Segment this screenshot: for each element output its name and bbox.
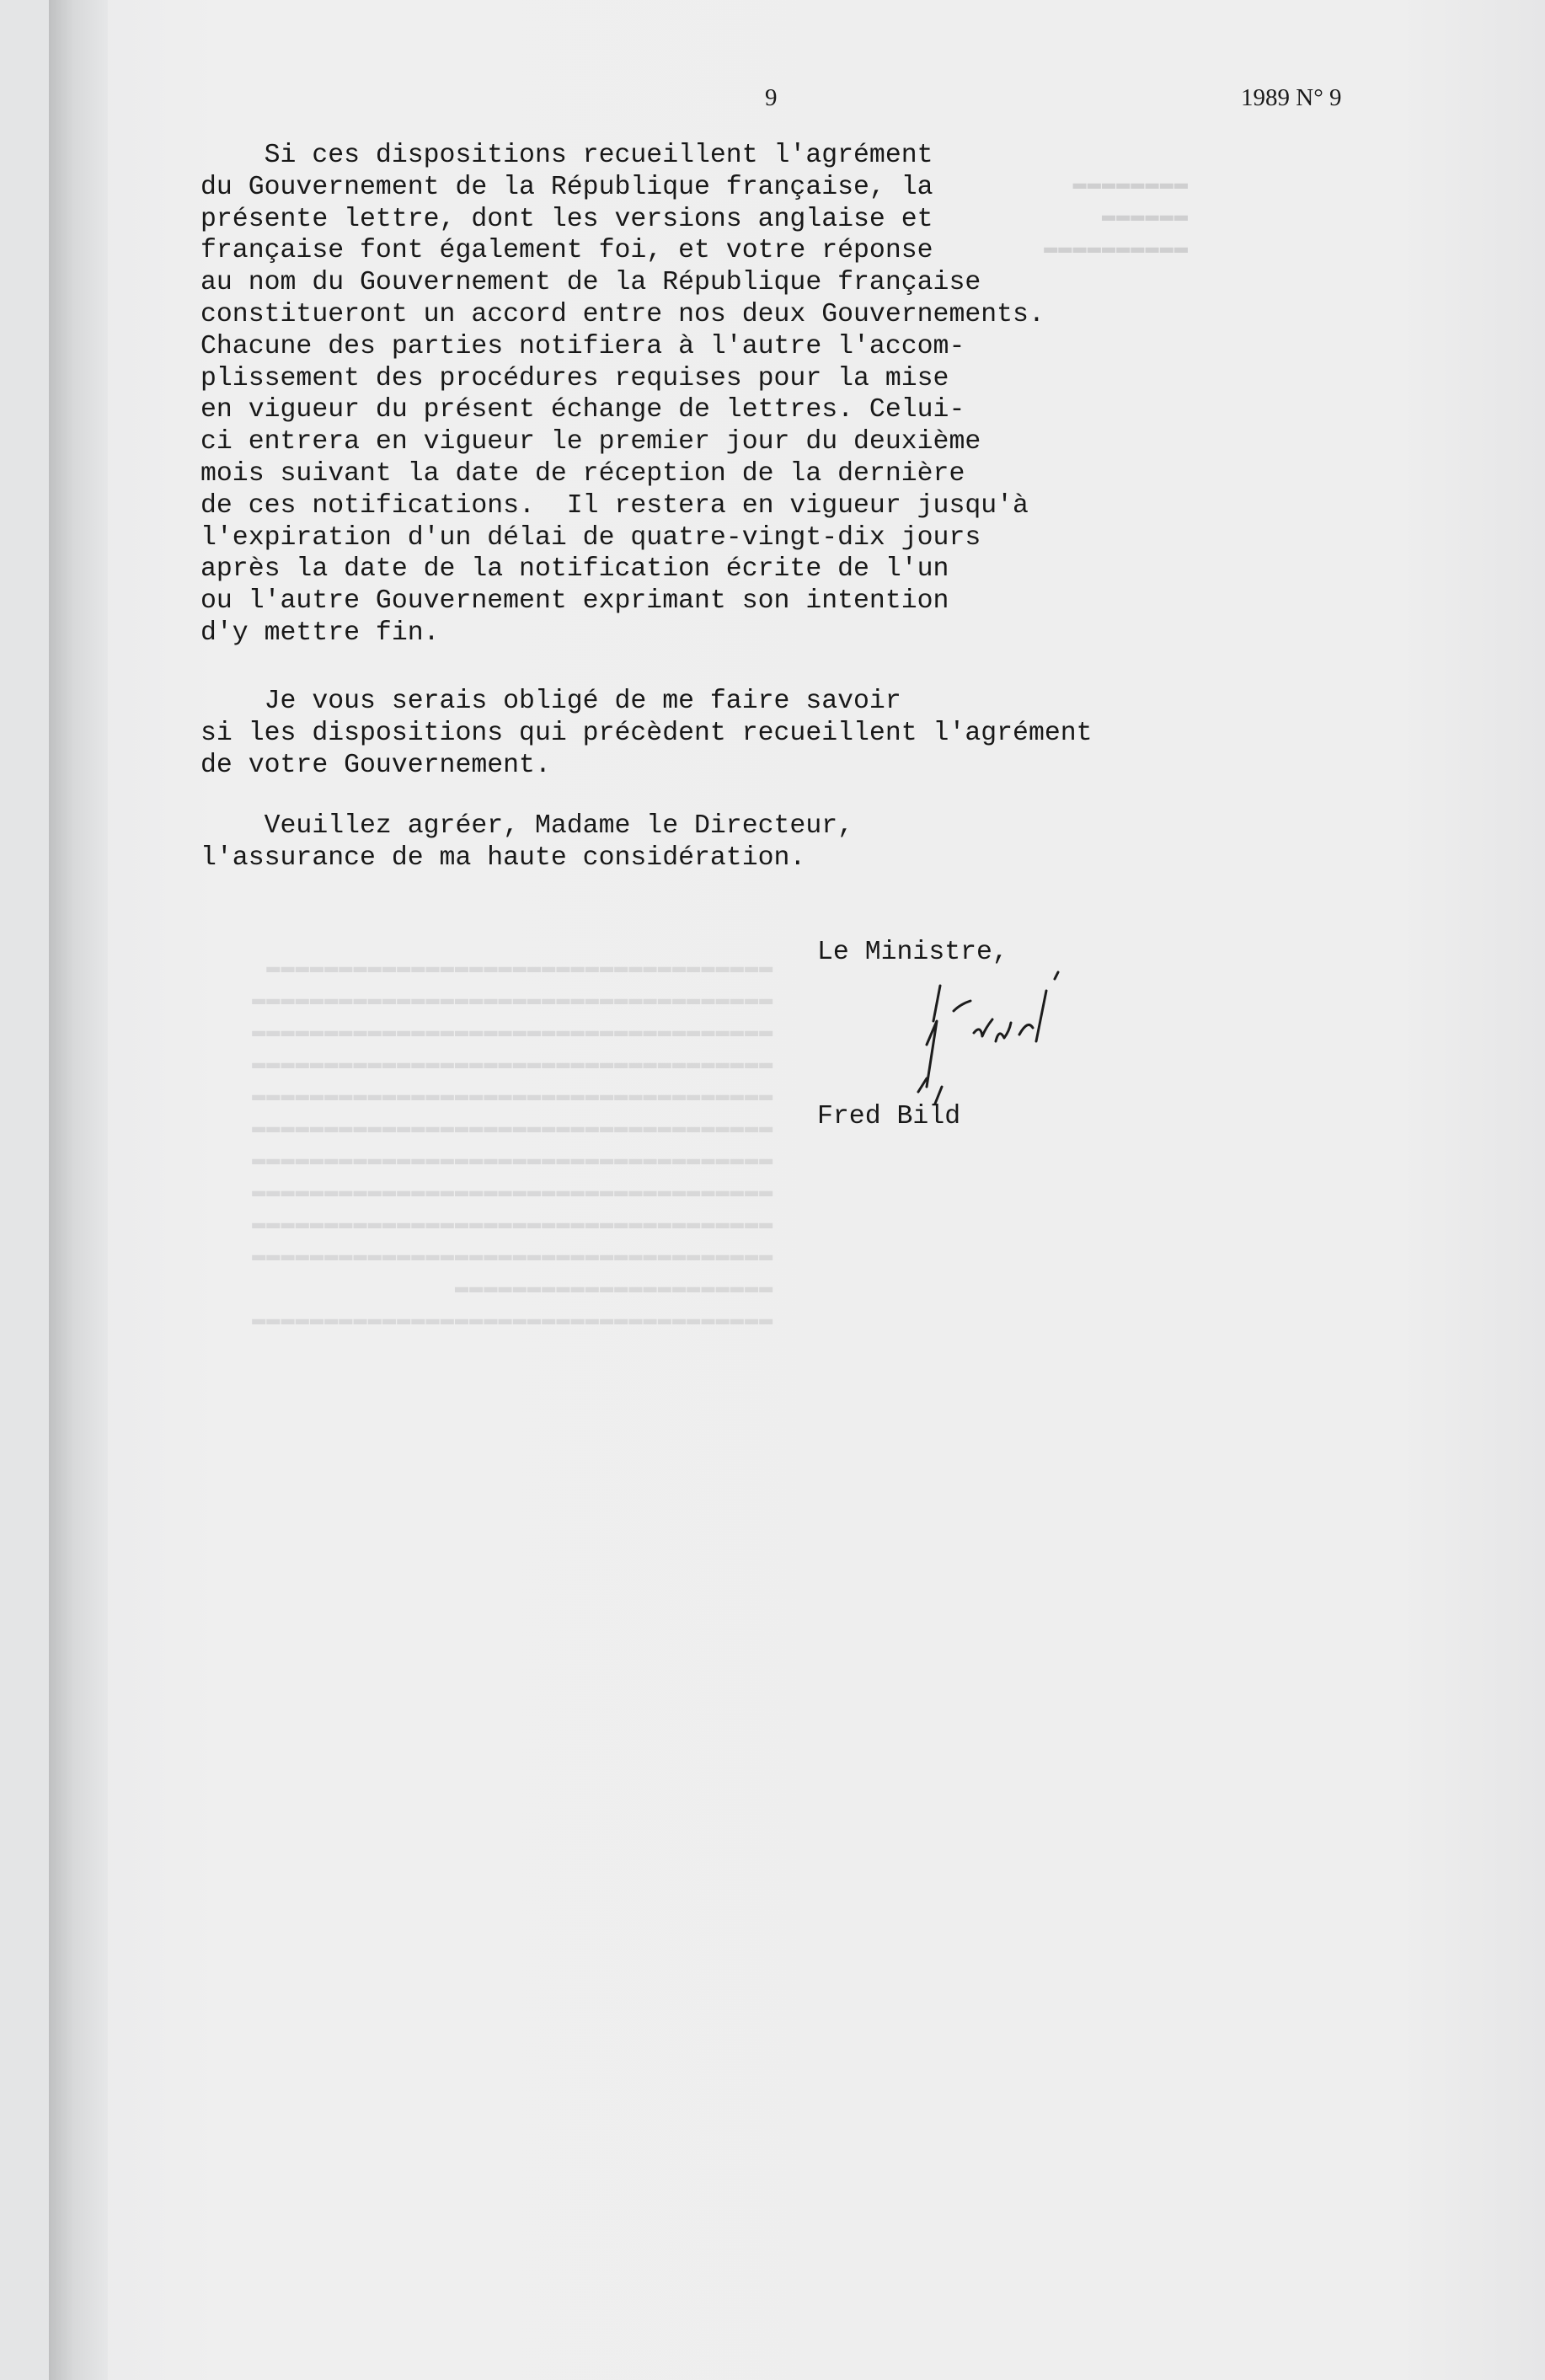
binding-shadow [49,0,108,2380]
bleed-through-texture-2: ▬▬▬▬▬▬▬▬▬▬▬▬▬▬▬▬▬▬▬▬▬▬▬▬▬▬▬▬▬▬▬▬▬▬▬ ▬▬▬▬▬▬▬▬▬▬▬▬▬▬▬▬▬▬▬▬▬▬▬▬▬▬▬▬▬▬▬▬▬▬▬▬ ▬▬▬▬▬▬▬▬▬▬▬▬▬▬▬▬▬▬▬▬▬▬▬▬▬▬▬▬▬▬▬▬▬▬▬▬ ▬▬▬▬▬▬▬▬▬▬▬▬▬▬▬▬▬▬▬▬▬▬▬▬▬▬▬▬▬▬▬▬▬▬▬▬ ▬▬▬▬▬▬▬▬▬▬▬▬▬▬▬▬▬▬▬▬▬▬▬▬▬▬▬▬▬▬▬▬▬▬▬▬ ▬▬▬▬▬▬▬▬▬▬▬▬▬▬▬▬▬▬▬▬▬▬▬▬▬▬▬▬▬▬▬▬▬▬▬▬ ▬▬▬▬▬▬▬▬▬▬▬▬▬▬▬▬▬▬▬▬▬▬▬▬▬▬▬▬▬▬▬▬▬▬▬▬ ▬▬▬▬▬▬▬▬▬▬▬▬▬▬▬▬▬▬▬▬▬▬▬▬▬▬▬▬▬▬▬▬▬▬▬▬ ▬▬▬▬▬▬▬▬▬▬▬▬▬▬▬▬▬▬▬▬▬▬▬▬▬▬▬▬▬▬▬▬▬▬▬▬ ▬▬▬▬▬▬▬▬▬▬▬▬▬▬▬▬▬▬▬▬▬▬▬▬▬▬▬▬▬▬▬▬▬▬▬▬ ▬▬▬▬▬▬▬▬▬▬▬▬▬▬▬▬▬▬▬▬▬▬ ▬▬▬▬▬▬▬▬▬▬▬▬▬▬▬▬▬▬▬▬▬▬▬▬▬▬▬▬▬▬▬▬▬▬▬▬ [251,955,773,1333]
body-paragraph-3: Veuillez agréer, Madame le Directeur, l'assurance de ma haute considération. [200,811,854,873]
body-paragraph-1: Si ces dispositions recueillent l'agrément du Gouvernement de la République française, la présente lettre, dont les versions anglaise et française font également foi, et votre réponse au nom du Gouvernement de la République française constitueront un accord entre nos deux Gouvernements. Chacune des parties notifiera à l'autre l'accom- plissement des procédures requises pour la mise en vigueur du présent échange de lettres. Celui- ci entrera en vigueur le premier jour du deuxième mois suivant la date de réception de la dernière de ces notifications. Il restera en vigueur jusqu'à l'expiration d'un délai de quatre-vingt-dix jours après la date de la notification écrite de l'un ou l'autre Gouvernement exprimant son intention d'y mettre fin. [200,141,1045,648]
year-number: 1989 N° 9 [1241,84,1342,111]
page-number: 9 [765,84,778,111]
body-paragraph-2: Je vous serais obligé de me faire savoir si les dispositions qui précèdent recueillent l'agrément de votre Gouvernement. [200,687,1093,780]
closing-title: Le Ministre, [817,938,1008,967]
signatory-name: Fred Bild [817,1102,961,1131]
bleed-through-texture: ▬▬▬▬▬▬▬▬ ▬▬▬▬▬▬ ▬▬▬▬▬▬▬▬▬▬ [1043,172,1189,261]
